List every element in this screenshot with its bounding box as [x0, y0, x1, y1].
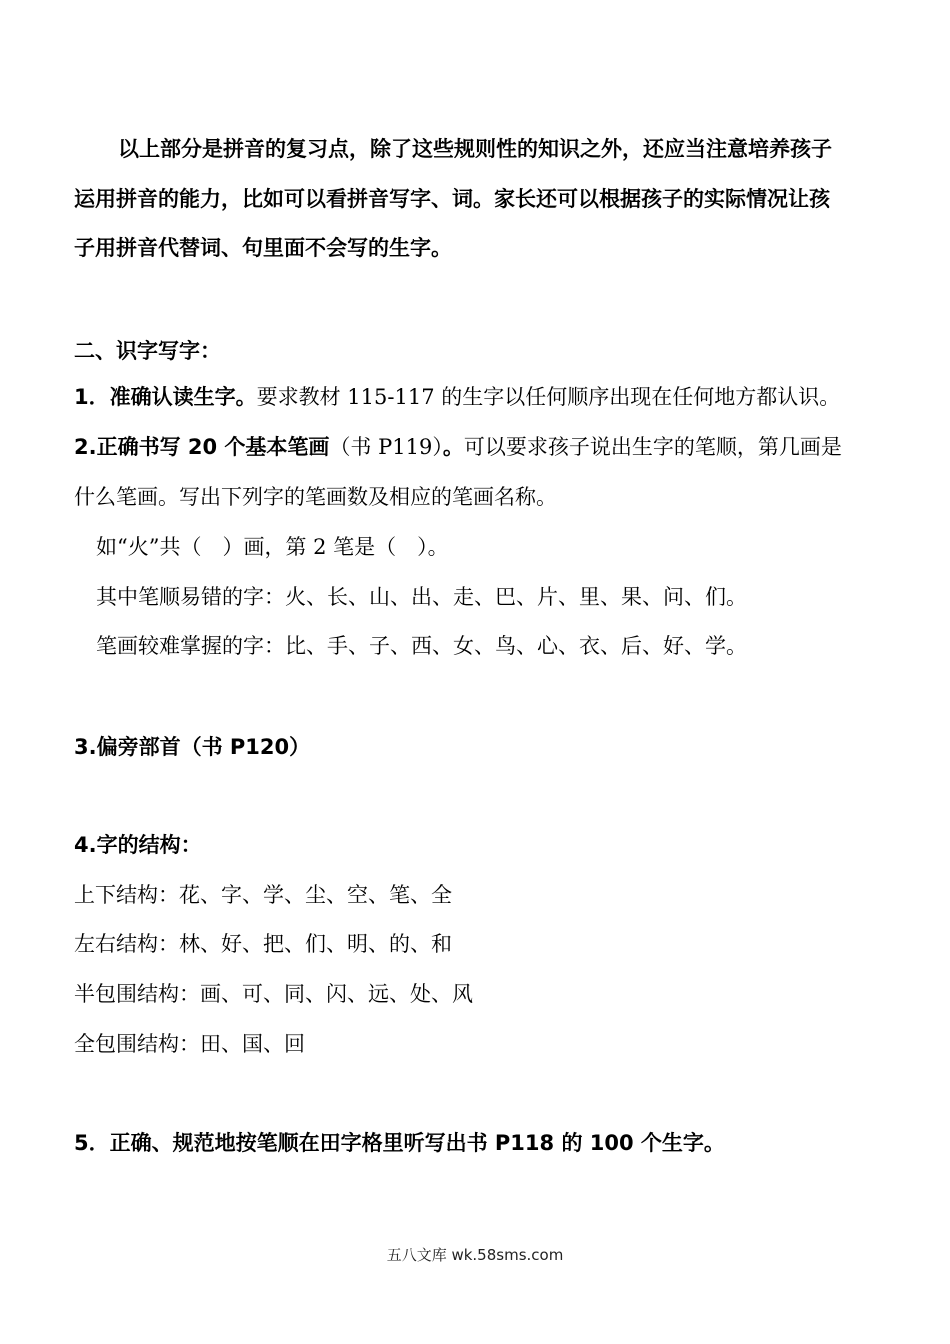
item-3: 3.偏旁部首（书 P120） [74, 735, 311, 759]
item-4: 4.字的结构： [74, 833, 202, 857]
error-prone-chars: 其中笔顺易错的字：火、长、山、出、走、巴、片、里、果、问、们。 [96, 585, 747, 609]
item-2-text: 可以要求孩子说出生字的笔顺，第几画是 [463, 435, 842, 459]
item-2-continuation: 什么笔画。写出下列字的笔画数及相应的笔画名称。 [74, 485, 557, 509]
item-1-bold: 1．准确认读生字。 [74, 385, 257, 409]
intro-line-1: 以上部分是拼音的复习点，除了这些规则性的知识之外，还应当注意培养孩子 [118, 137, 832, 161]
item-1-text: 要求教材 115-117 的生字以任何顺序出现在任何地方都认识。 [256, 385, 841, 409]
section-heading: 二、识字写字： [74, 339, 221, 363]
item-1 [74, 382, 840, 412]
item-2-bold-a: 2.正确书写 20 个基本笔画 [74, 435, 330, 459]
structure-left-right: 左右结构：林、好、把、们、明、的、和 [74, 932, 452, 956]
item-5: 5．正确、规范地按笔顺在田字格里听写出书 P118 的 100 个生字。 [74, 1131, 725, 1155]
intro-line-2: 运用拼音的能力，比如可以看拼音写字、词。家长还可以根据孩子的实际情况让孩 [74, 187, 830, 211]
footer-watermark: 五八文库 wk.58sms.com [386, 1246, 564, 1264]
hard-stroke-chars: 笔画较难掌握的字：比、手、子、西、女、鸟、心、衣、后、好、学。 [96, 634, 747, 658]
item-2 [74, 432, 842, 462]
item-2-bold-b: 。 [442, 435, 464, 459]
item-2-book-ref: （书 P119） [329, 435, 443, 459]
intro-line-3: 子用拼音代替词、句里面不会写的生字。 [74, 236, 452, 260]
structure-half-enclosed: 半包围结构：画、可、同、闪、远、处、风 [74, 982, 473, 1006]
structure-fully-enclosed: 全包围结构：田、国、回 [74, 1032, 305, 1056]
example-line: 如“火”共（ ）画，第 2 笔是（ ）。 [96, 535, 449, 559]
structure-top-bottom: 上下结构：花、字、学、尘、空、笔、全 [74, 883, 452, 907]
